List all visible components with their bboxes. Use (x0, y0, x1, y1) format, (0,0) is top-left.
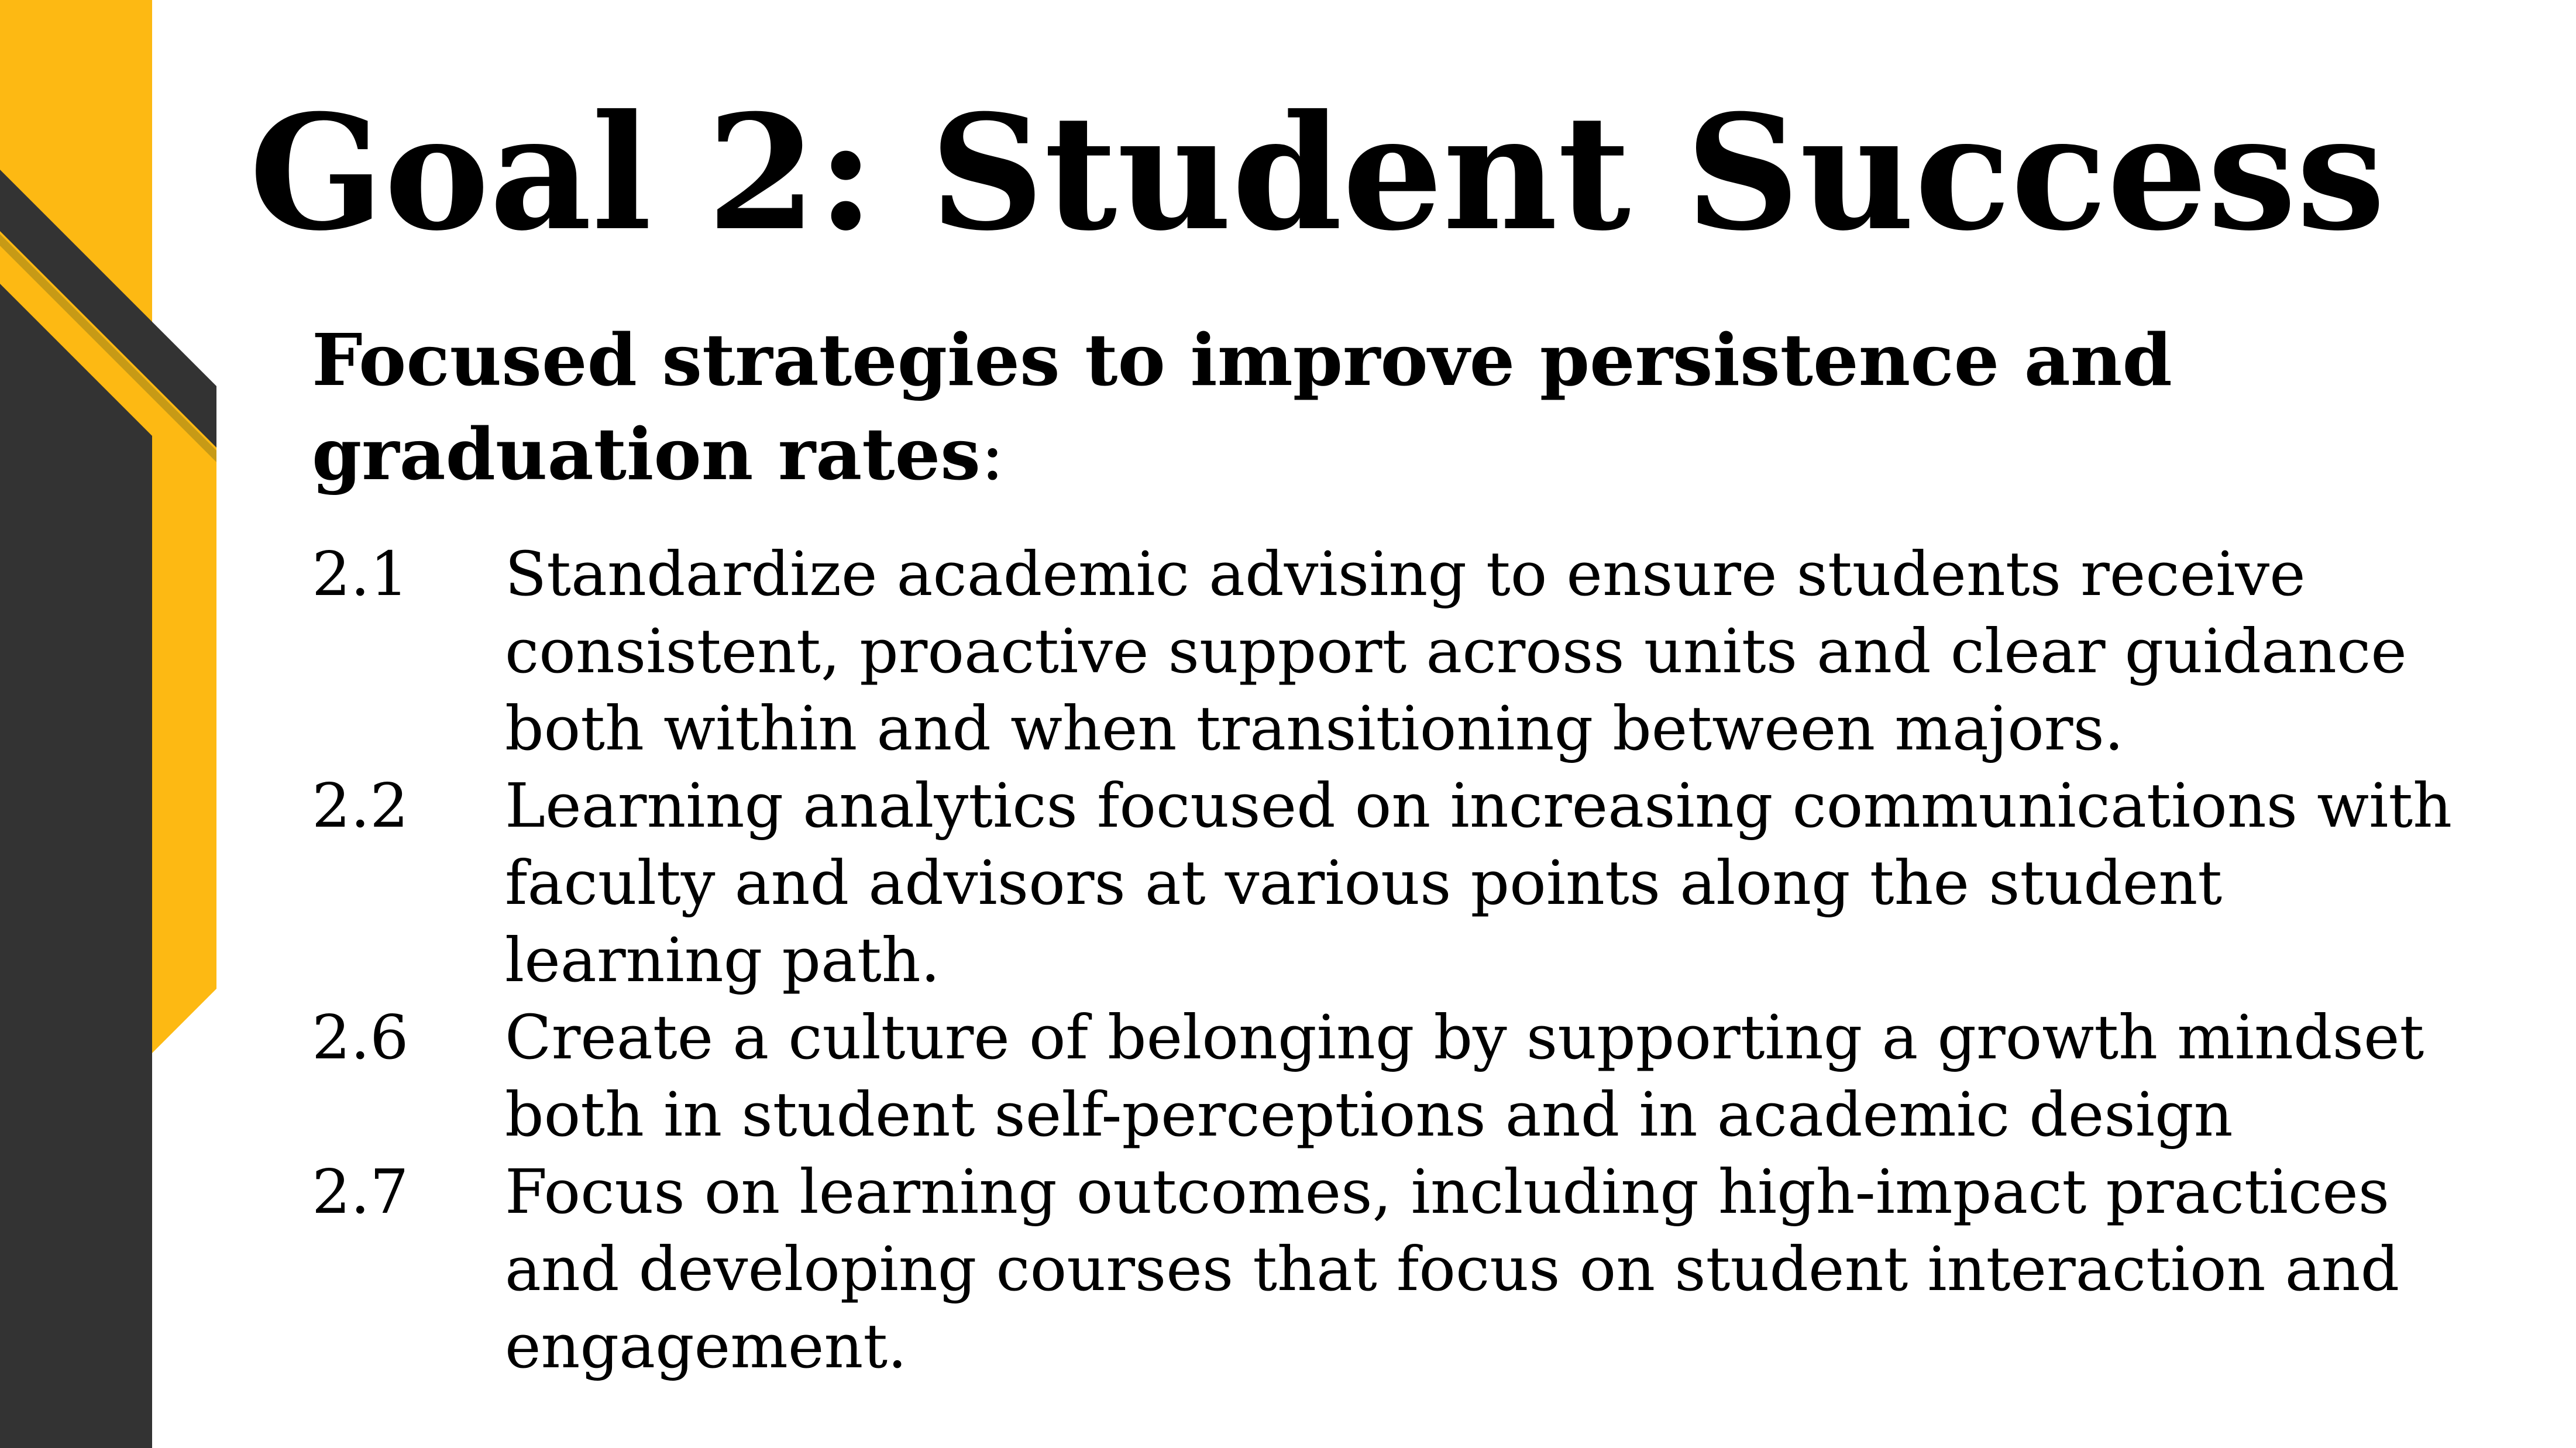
list-item (312, 767, 2477, 999)
item-text: Focus on learning outcomes, including high-impact practices and developing courses that focus on student interaction and engagement. (505, 1156, 2400, 1382)
list-item (312, 999, 2477, 1153)
item-number: 2.1 (312, 538, 409, 610)
item-text: Create a culture of belonging by supporting a growth mindset both in student self-perceptions and in academic design (505, 1002, 2424, 1150)
intro-heading (312, 313, 2477, 501)
strategy-list (312, 535, 2477, 1385)
list-item (312, 1153, 2477, 1385)
item-text: Standardize academic advising to ensure students receive consistent, proactive support across units and clear guidance both within and when transitioning between majors. (505, 538, 2407, 764)
item-number: 2.2 (312, 770, 409, 841)
intro-heading-bold: Focused strategies to improve persistence and graduation rates (312, 318, 2172, 496)
dark-side-panel (0, 284, 152, 1448)
list-item (312, 535, 2477, 767)
slide-title: Goal 2: Student Success (249, 80, 2386, 266)
intro-heading-colon: : (980, 413, 1005, 496)
item-number: 2.6 (312, 1002, 409, 1073)
item-number: 2.7 (312, 1156, 409, 1227)
item-text: Learning analytics focused on increasing communications with faculty and advisors at various points along the student learning path. (505, 770, 2453, 996)
